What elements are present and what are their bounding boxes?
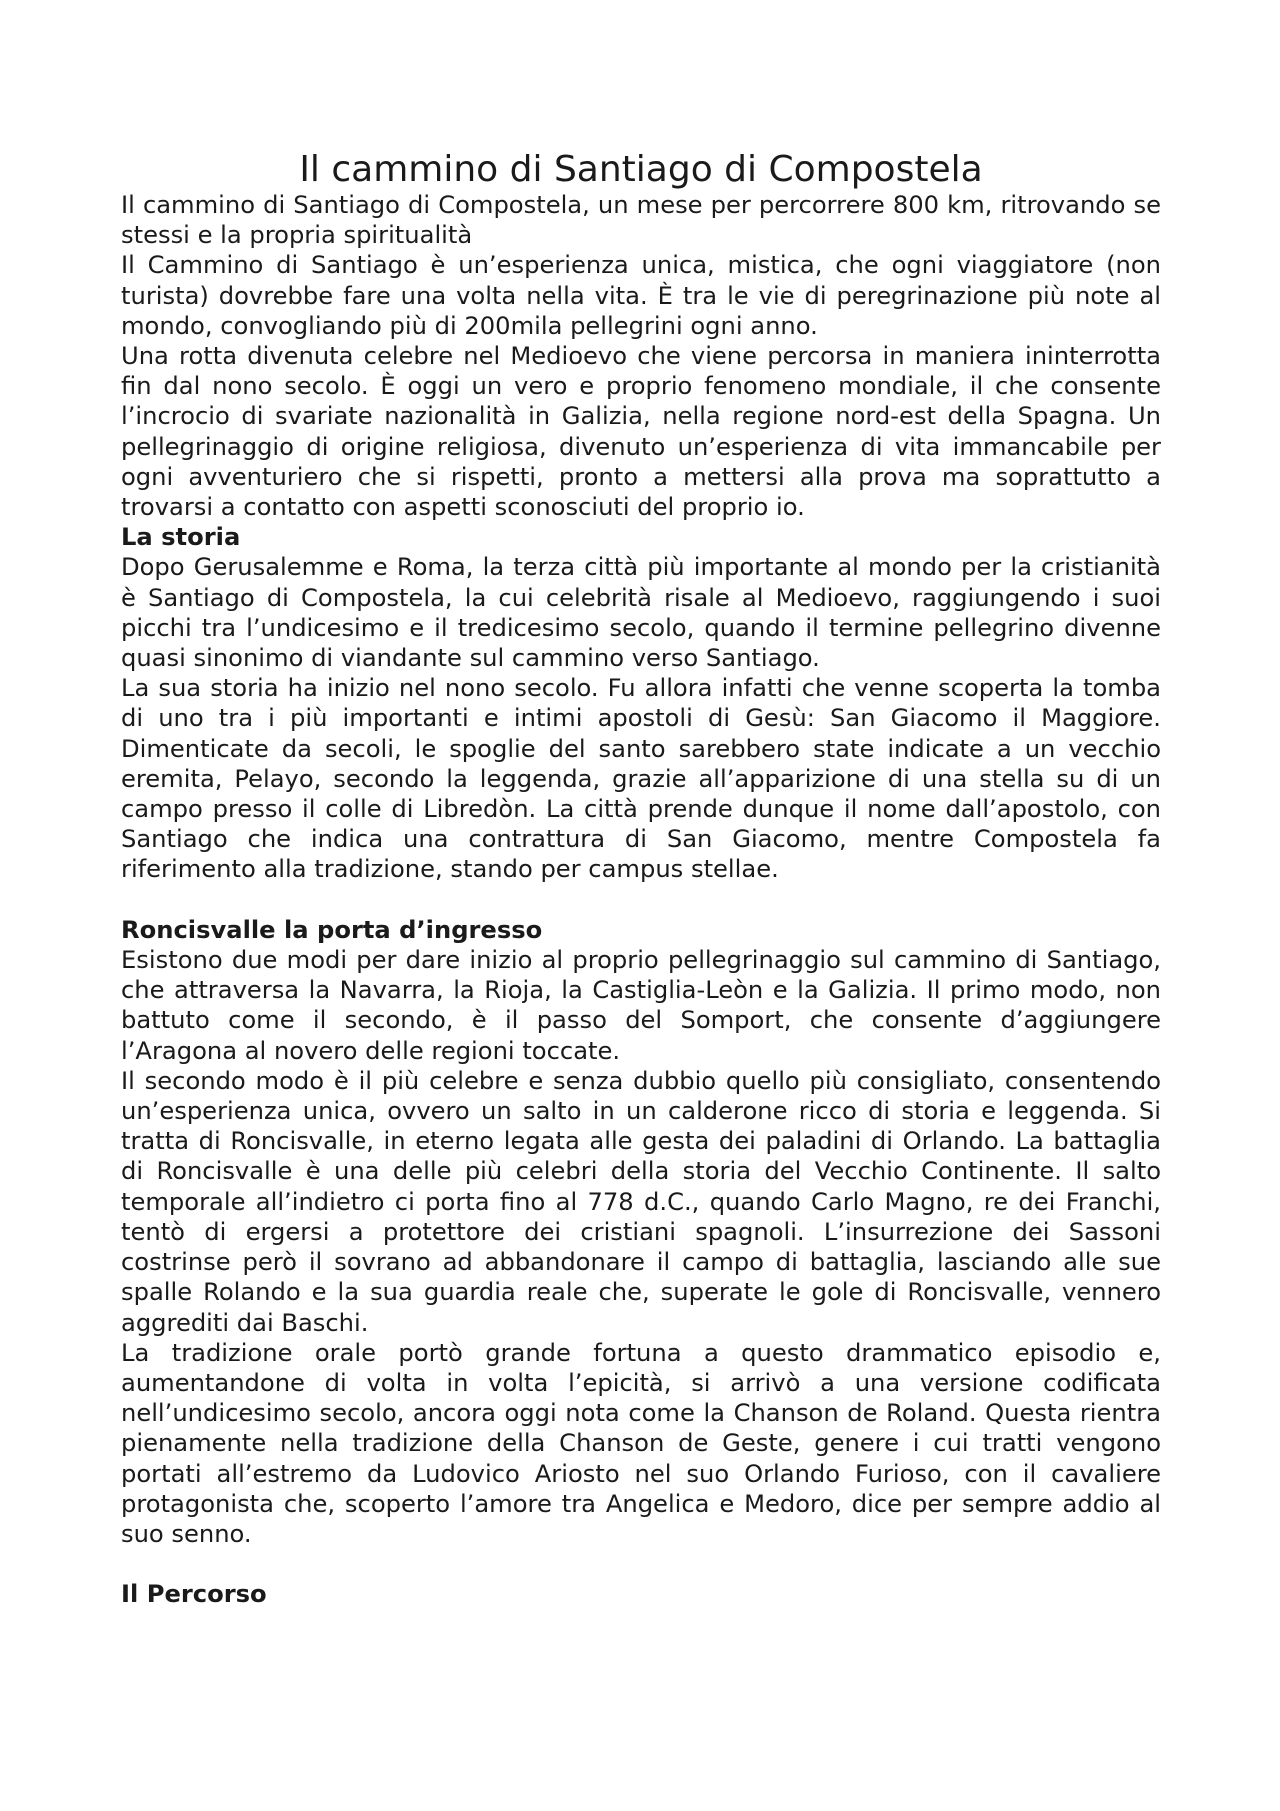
section-heading-percorso: Il Percorso bbox=[121, 1580, 267, 1609]
blank-line bbox=[121, 1549, 1161, 1579]
document-title: Il cammino di Santiago di Compostela bbox=[299, 149, 983, 190]
section-heading-roncisvalle: Roncisvalle la porta d’ingresso bbox=[121, 915, 543, 944]
storia-paragraph: La sua storia ha inizio nel nono secolo. Fu allora infatti che venne scoperta la tomba di uno tra i più importanti e intimi apostoli di Gesù: San Giacomo il Maggiore. Dimenticate da secoli, le spoglie del santo sarebbero state indicate a un vecchio eremita, Pelayo, secondo la leggenda, grazie all’apparizione di una stella su di un campo presso il colle di Libredòn. La città prende dunque il nome dall’apostolo, con Santiago che indica una contrattura di San Giacomo, mentre Compostela fa riferimento alla tradizione, stando per campus stellae. bbox=[121, 674, 1161, 884]
intro-paragraph: Una rotta divenuta celebre nel Medioevo che viene percorsa in maniera ininterrotta fin dal nono secolo. È oggi un vero e proprio fenomeno mondiale, il che consente l’incrocio di svariate nazionalità in Galizia, nella regione nord-est della Spagna. Un pellegrinaggio di origine religiosa, divenuto un’esperienza di vita immancabile per ogni avventuriero che si rispetti, pronto a mettersi alla prova ma soprattutto a trovarsi a contatto con aspetti sconosciuti del proprio io. bbox=[121, 342, 1161, 522]
blank-line bbox=[121, 885, 1161, 915]
section-heading-storia: La storia bbox=[121, 523, 241, 552]
roncisvalle-paragraph: La tradizione orale portò grande fortuna a questo drammatico episodio e, aumentandone di volta in volta l’epicità, si arrivò a una versione codificata nell’undicesimo secolo, ancora oggi nota come la Chanson de Roland. Questa rientra pienamente nella tradizione della Chanson de Geste, genere i cui tratti vengono portati all’estremo da Ludovico Ariosto nel suo Orlando Furioso, con il cavaliere protagonista che, scoperto l’amore tra Angelica e Medoro, dice per sempre addio al suo senno. bbox=[121, 1338, 1161, 1548]
storia-paragraph: Dopo Gerusalemme e Roma, la terza città più importante al mondo per la cristianità è Santiago di Compostela, la cui celebrità risale al Medioevo, raggiungendo i suoi picchi tra l’undicesimo e il tredicesimo secolo, quando il termine pellegrino divenne quasi sinonimo di viandante sul cammino verso Santiago. bbox=[121, 553, 1161, 673]
roncisvalle-paragraph: Esistono due modi per dare inizio al proprio pellegrinaggio sul cammino di Santiago, che attraversa la Navarra, la Rioja, la Castiglia-Leòn e la Galizia. Il primo modo, non battuto come il secondo, è il passo del Somport, che consente d’aggiungere l’Aragona al novero delle regioni toccate. bbox=[121, 946, 1161, 1065]
roncisvalle-paragraph: Il secondo modo è il più celebre e senza dubbio quello più consigliato, consentendo un’esperienza unica, ovvero un salto in un calderone ricco di storia e leggenda. Si tratta di Roncisvalle, in eterno legata alle gesta dei paladini di Orlando. La battaglia di Roncisvalle è una delle più celebri della storia del Vecchio Continente. Il salto temporale all’indietro ci porta fino al 778 d.C., quando Carlo Magno, re dei Franchi, tentò di ergersi a protettore dei cristiani spagnoli. L’insurrezione dei Sassoni costrinse però il sovrano ad abbandonare il campo di battaglia, lasciando alle sue spalle Rolando e la sua guardia reale che, superate le gole di Roncisvalle, vennero aggrediti dai Baschi. bbox=[121, 1066, 1161, 1337]
document-page bbox=[121, 146, 1161, 1610]
intro-paragraph: Il cammino di Santiago di Compostela, un mese per percorrere 800 km, ritrovando se stessi e la propria spiritualità bbox=[121, 191, 1161, 250]
intro-paragraph: Il Cammino di Santiago è un’esperienza unica, mistica, che ogni viaggiatore (non turista) dovrebbe fare una volta nella vita. È tra le vie di peregrinazione più note al mondo, convogliando più di 200mila pellegrini ogni anno. bbox=[121, 251, 1161, 340]
